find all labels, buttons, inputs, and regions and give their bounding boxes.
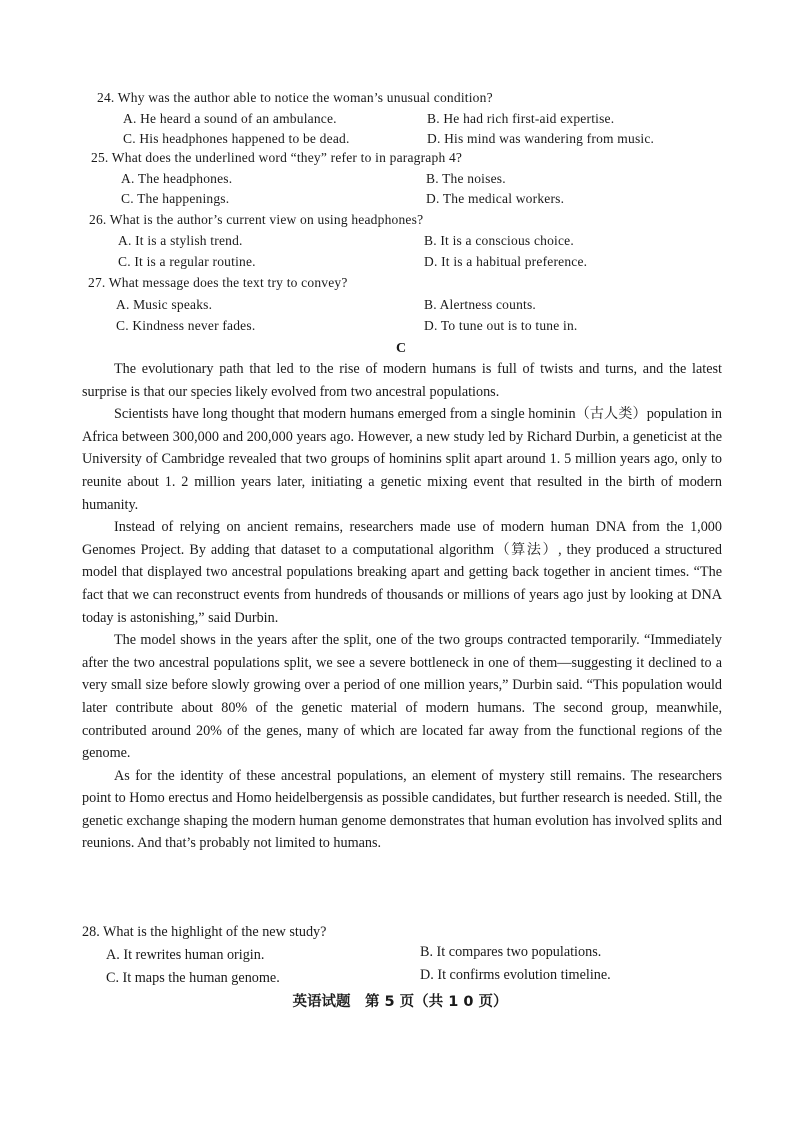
question-25-stem: 25. What does the underlined word “they” refer to in paragraph 4? [91, 150, 463, 165]
passage-paragraph-4: The model shows in the years after the split, one of the two groups contracted temporarily. “Immediately after the two ancestral populations split, we see a severe bottleneck in one of them—suggesting it declined to a very small size before slowly growing over a period of one million years,” Durbin said. “This population would later contribute about 80% of the genetic material of modern humans. The second group, meanwhile, contributed around 20% of the genes, many of which are located far away from the functional regions of the genome. [82, 632, 722, 762]
question-24-option-c: C. His headphones happened to be dead. [123, 131, 350, 146]
question-24-stem: 24. Why was the author able to notice the woman’s unusual condition? [97, 90, 493, 105]
question-24-option-b: B. He had rich first-aid expertise. [427, 111, 615, 126]
question-26-stem: 26. What is the author’s current view on using headphones? [89, 212, 424, 227]
question-26-option-a: A. It is a stylish trend. [118, 233, 243, 248]
question-28-stem: 28. What is the highlight of the new study? [82, 924, 327, 940]
question-27-option-c: C. Kindness never fades. [116, 318, 256, 333]
passage-paragraph-2: Scientists have long thought that modern humans emerged from a single hominin（古人类）population in Africa between 300,000 and 200,000 years ago. However, a new study led by Richard Durbin, a geneticist at the University of Cambridge revealed that two groups of hominins split apart around 1. 5 million years ago, only to reunite about 1. 2 million years later, initiating a genetic mixing event that resulted in the birth of modern humanity. [82, 406, 722, 513]
question-27-option-d: D. To tune out is to tune in. [424, 318, 578, 333]
question-25-option-c: C. The happenings. [121, 191, 230, 206]
question-28-option-b: B. It compares two populations. [420, 944, 602, 960]
question-25-option-d: D. The medical workers. [426, 191, 565, 206]
question-25-option-b: B. The noises. [426, 171, 506, 186]
question-24-option-d: D. His mind was wandering from music. [427, 131, 655, 146]
section-c-passage [82, 358, 722, 855]
question-28-option-a: A. It rewrites human origin. [106, 947, 265, 963]
question-26-option-b: B. It is a conscious choice. [424, 233, 574, 248]
question-25-option-a: A. The headphones. [121, 171, 233, 186]
passage-paragraph-3: Instead of relying on ancient remains, researchers made use of modern human DNA from the 1,000 Genomes Project. By adding that dataset to a computational algorithm（算法）, they produced a structured model that displayed two ancestral populations breaking apart and getting back together in ancient times. “The fact that we can reconstruct events from hundreds of thousands or millions of years ago just by looking at DNA today is astonishing,” said Durbin. [82, 519, 722, 626]
question-27-option-b: B. Alertness counts. [424, 297, 536, 312]
question-27-option-a: A. Music speaks. [116, 297, 213, 312]
question-27-stem: 27. What message does the text try to convey? [88, 275, 348, 290]
passage-paragraph-1: The evolutionary path that led to the rise of modern humans is full of twists and turns, and the latest surprise is that our species likely evolved from two ancestral populations. [82, 361, 722, 400]
page-footer: 英语试题 第 5 页（共 1 0 页） [292, 994, 508, 1010]
question-28-option-c: C. It maps the human genome. [106, 970, 280, 986]
question-26-option-c: C. It is a regular routine. [118, 254, 256, 269]
passage-paragraph-5: As for the identity of these ancestral populations, an element of mystery still remains. The researchers point to Homo erectus and Homo heidelbergensis as possible candidates, but further research is needed. Still, the genetic exchange shaping the modern human genome demonstrates that human evolution has involved splits and reunions. And that’s probably not limited to humans. [82, 767, 722, 852]
question-26-option-d: D. It is a habitual preference. [424, 254, 588, 269]
question-28-option-d: D. It confirms evolution timeline. [420, 967, 611, 983]
section-c-title: C [396, 341, 407, 356]
question-24-option-a: A. He heard a sound of an ambulance. [123, 111, 337, 126]
